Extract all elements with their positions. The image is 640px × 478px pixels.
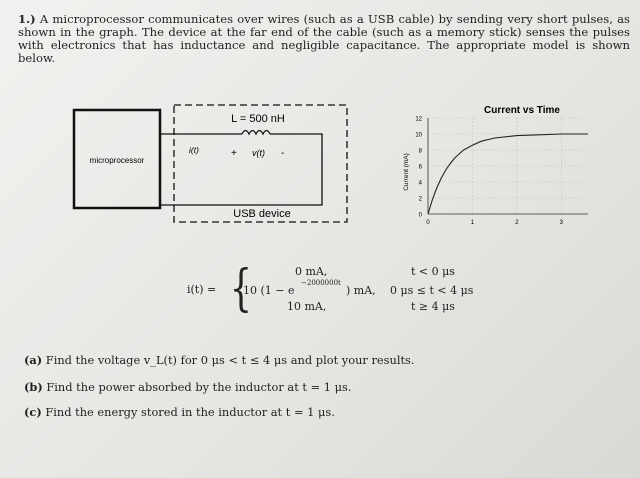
question-c: [24, 405, 335, 419]
inductor-label: L = 500 nH: [231, 113, 285, 125]
chart-ylabel: Current (mA): [403, 153, 410, 191]
question-a-label: (a): [24, 353, 43, 367]
circuit-diagram: [74, 105, 347, 222]
question-b: [24, 380, 352, 394]
y-tick-label: 4: [418, 180, 422, 187]
voltage-label: v(t): [252, 148, 265, 158]
microprocessor-box: [74, 110, 160, 208]
current-label: i(t): [189, 145, 199, 155]
case3-value: 10 mA,: [287, 300, 327, 313]
question-a-text: Find the voltage v_L(t) for 0 μs < t ≤ 4 μs and plot your results.: [45, 353, 415, 367]
y-tick-label: 12: [415, 116, 422, 123]
question-b-text: Find the power absorbed by the inductor at t = 1 μs.: [46, 380, 352, 394]
chart-title: Current vs Time: [484, 105, 560, 116]
case2-condition: 0 μs ≤ t < 4 μs: [390, 284, 474, 297]
case2-value-b: ) mA,: [346, 284, 376, 297]
x-tick-label: 2: [515, 220, 519, 226]
case3-condition: t ≥ 4 μs: [411, 300, 455, 313]
x-tick-label: 3: [559, 220, 564, 226]
series-line: [428, 134, 588, 214]
device-label: USB device: [233, 208, 291, 220]
question-a: [24, 353, 415, 367]
voltage-plus: +: [231, 148, 237, 159]
y-tick-label: 6: [418, 164, 422, 171]
case1-value: 0 mA,: [295, 265, 328, 278]
problem-intro: [18, 13, 630, 65]
y-tick-label: 0: [418, 212, 422, 219]
microprocessor-label: microprocessor: [89, 156, 145, 165]
x-tick-label: 0: [426, 220, 430, 226]
case1-condition: t < 0 μs: [411, 265, 455, 278]
y-tick-label: 8: [418, 148, 422, 155]
question-c-text: Find the energy stored in the inductor at t = 1 μs.: [45, 405, 335, 419]
usb-device-box: [174, 105, 347, 222]
question-b-label: (b): [24, 380, 43, 394]
case2-exponent: −2000000t: [301, 279, 341, 287]
wire-top-right: [160, 134, 322, 205]
voltage-minus: -: [281, 148, 285, 159]
question-c-label: (c): [24, 405, 42, 419]
problem-text: A microprocessor communicates over wires (such as a USB cable) by sending very short pulses, as shown in the graph. The device at the far end of the cable (such as a memory stick) senses the pulses with electronics that has inductance and negligible capacitance. The appropriate model is shown below.: [18, 12, 630, 65]
current-vs-time-chart: [403, 105, 588, 226]
inductor-coil: [242, 131, 270, 135]
problem-number: 1.): [18, 12, 36, 26]
equation-lhs: i(t) =: [187, 283, 217, 296]
y-tick-label: 10: [415, 132, 422, 139]
current-equation: [175, 260, 495, 320]
case2-value-a: 10 (1 − e: [243, 284, 295, 297]
equation-brace: {: [229, 259, 253, 317]
y-tick-label: 2: [418, 196, 422, 203]
x-tick-label: 1: [470, 220, 475, 226]
